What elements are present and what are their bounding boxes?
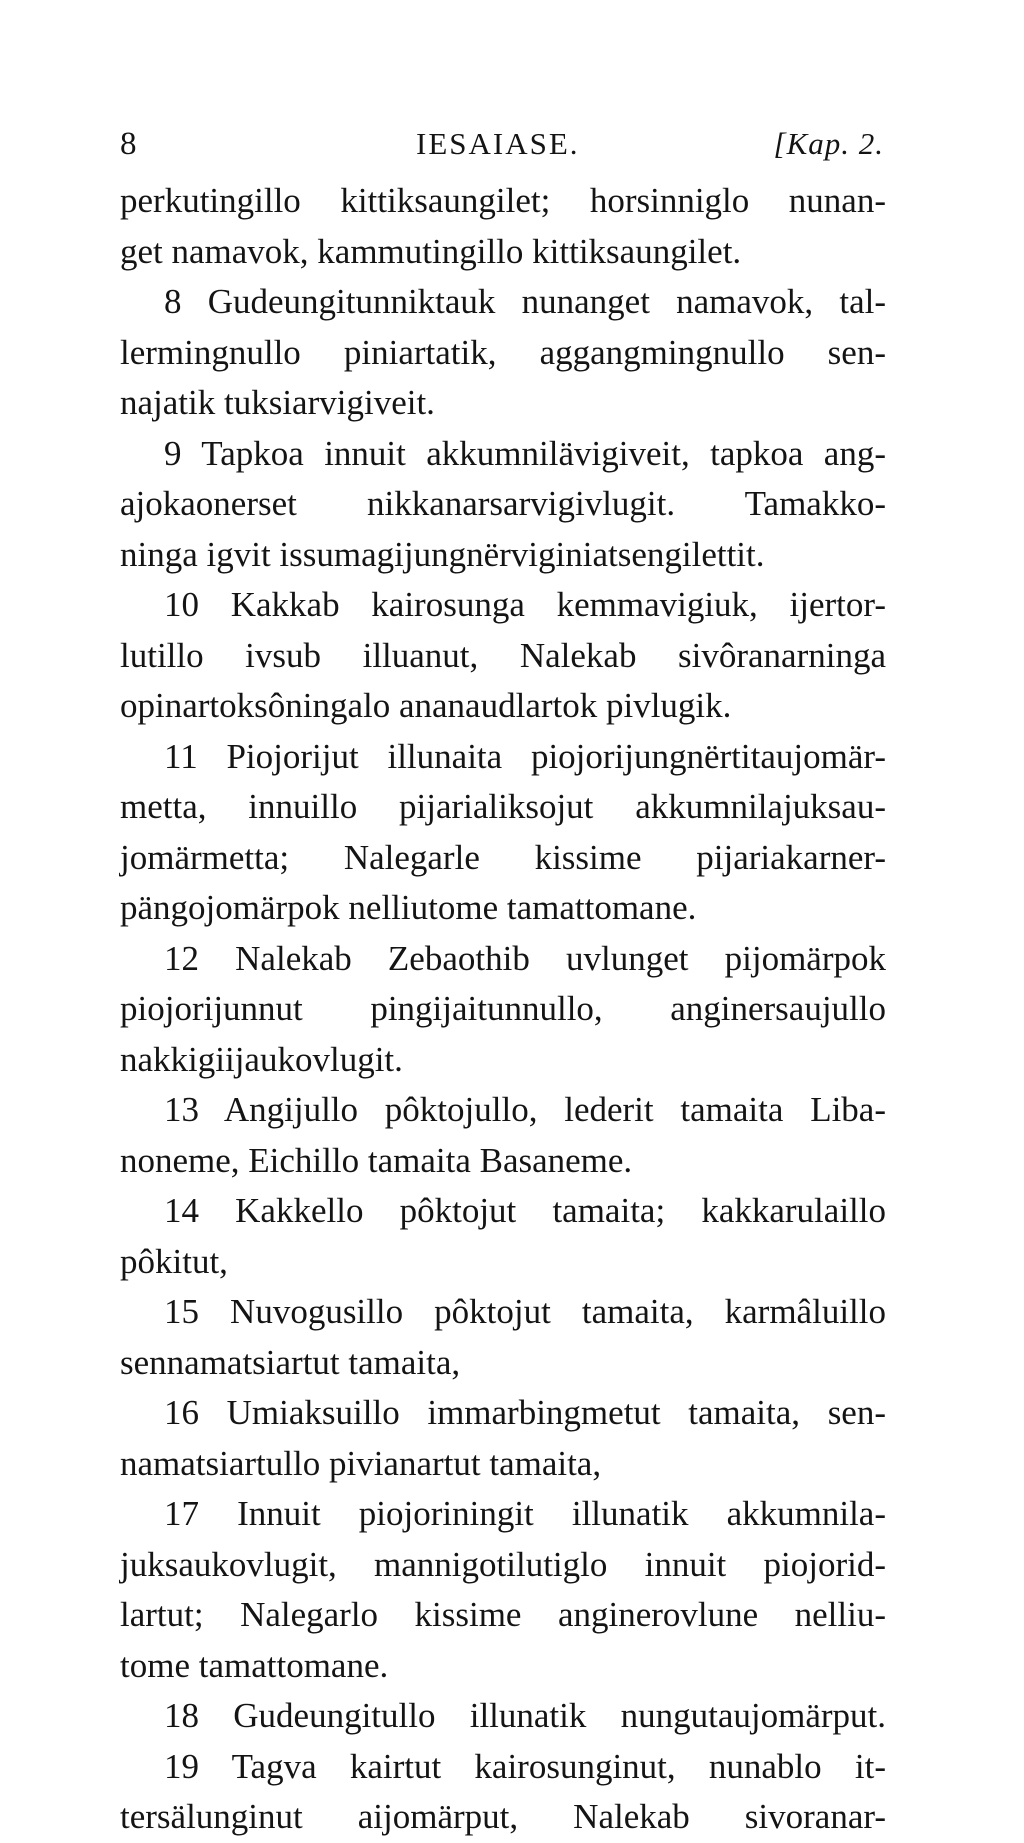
text-line: tome tamattomane. [120,1645,389,1685]
verse-8-line: 8 Gudeungitunniktauk nunanget namavok, tal- [164,282,886,321]
text-line: ninga igvit issumagijungnërviginiatsengilettit. [120,534,765,574]
verse-9-line: 9 Tapkoa innuit akkumnilävigiveit, tapkoa ang- [164,433,886,473]
text-line: lartut; Nalegarlo kissime anginerovlune nelliu- [120,1595,886,1634]
verse-13-line: 13 Angijullo pôktojullo, lederit tamaita Liba- [164,1090,886,1129]
text-line: nakkigiijaukovlugit. [120,1039,403,1079]
verse-14-line: 14 Kakkello pôktojut tamaita; kakkarulaillo [164,1191,886,1230]
verse-17-line: 17 Innuit piojoriningit illunatik akkumnila- [164,1494,886,1533]
text-line: tersälunginut aijomärput, Nalekab sivoranar- [120,1797,886,1836]
text-line: metta, innuillo pijarialiksojut akkumnilajuksau- [120,787,886,826]
text-line: namatsiartullo pivianartut tamaita, [120,1443,602,1483]
text-line: noneme, Eichillo tamaita Basaneme. [120,1140,633,1180]
text-line: jomärmetta; Nalegarle kissime pijariakarner- [120,837,886,877]
running-title: IESAIASE. [416,126,580,161]
chapter-reference: [Kap. 2. [773,126,884,161]
text-line: opinartoksôningalo ananaudlartok pivlugik. [120,686,732,725]
text-line: piojorijunnut pingijaitunnullo, anginersaujullo [120,989,886,1028]
verse-18-line: 18 Gudeungitullo illunatik nungutaujomärput. [164,1696,886,1735]
text-line: sennamatsiartut tamaita, [120,1342,461,1382]
text-line: perkutingillo kittiksaungilet; horsinniglo nunan- [120,181,886,220]
text-line: lermingnullo piniartatik, aggangmingnullo sen- [120,332,886,372]
verse-10-line: 10 Kakkab kairosunga kemmavigiuk, ijertor- [164,585,886,624]
verse-15-line: 15 Nuvogusillo pôktojut tamaita, karmâluillo [164,1292,886,1331]
text-line: pängojomärpok nelliutome tamattomane. [120,888,697,927]
verse-16-line: 16 Umiaksuillo immarbingmetut tamaita, sen- [164,1393,886,1432]
text-line: najatik tuksiarvigiveit. [120,383,435,422]
verse-11-line: 11 Piojorijut illunaita piojorijungnërtitaujomär- [164,736,886,776]
verse-19-line: 19 Tagva kairtut kairosunginut, nunablo it- [164,1746,886,1786]
text-line: pôkitut, [120,1241,228,1281]
text-line: ajokaonerset nikkanarsarvigivlugit. Tamakko- [120,484,886,523]
body-text [120,176,886,1843]
verse-12-line: 12 Nalekab Zebaothib uvlunget pijomärpok [164,938,886,978]
text-line: juksaukovlugit, mannigotilutiglo innuit piojorid- [120,1544,886,1584]
text-line: lutillo ivsub illuanut, Nalekab sivôranarninga [120,635,886,675]
text-line: get namavok, kammutingillo kittiksaungilet. [120,231,742,271]
running-header [120,122,884,166]
page-number: 8 [120,126,138,162]
